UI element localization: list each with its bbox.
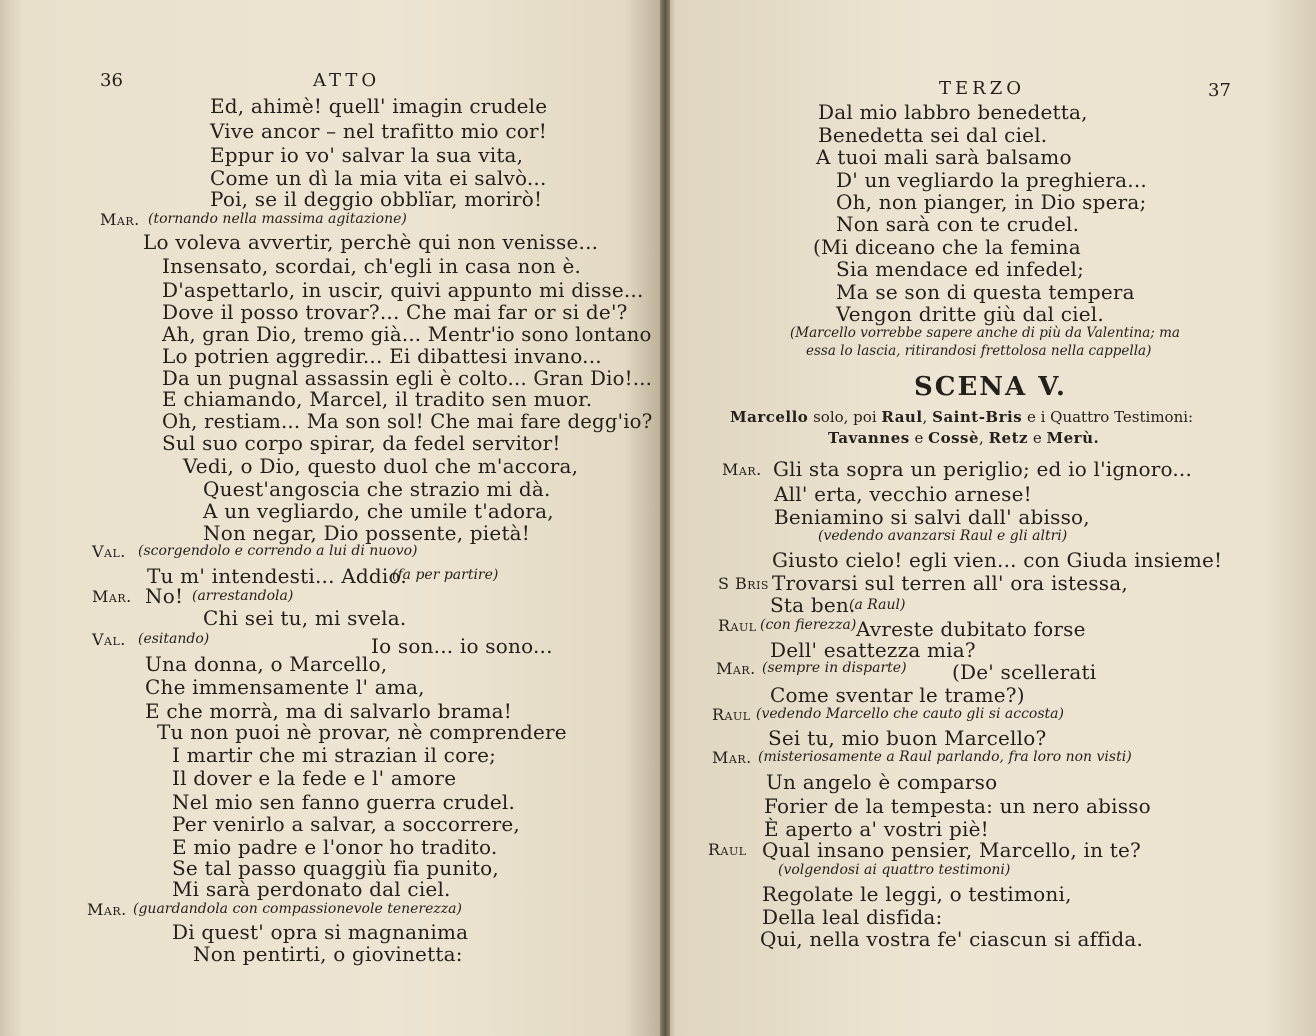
speaker-label: Mar. (87, 900, 127, 919)
verse-line: Da un pugnal assassin egli è colto... Gran Dio!... (162, 366, 653, 390)
verse-line: Poi, se il deggio obblïar, morirò! (210, 187, 543, 211)
verse-line: No! (145, 584, 184, 608)
verse-line: (Mi diceano che la femina (813, 235, 1081, 259)
verse-line: Ma se son di questa tempera (836, 280, 1135, 304)
verse-line: Insensato, scordai, ch'egli in casa non è. (162, 254, 582, 278)
speaker-label: Raul (712, 705, 751, 724)
speaker-label: Raul (708, 840, 747, 859)
speaker-label: Mar. (712, 748, 752, 767)
verse-line: Lo voleva avvertir, perchè qui non venisse... (143, 230, 599, 254)
stage-direction: (vedendo Marcello che cauto gli si accosta) (756, 706, 1064, 722)
stage-direction: essa lo lascia, ritirandosi frettolosa nella cappella) (806, 343, 1152, 359)
verse-line: Il dover e la fede e l' amore (172, 766, 457, 790)
verse-line: Vive ancor – nel trafitto mio cor! (210, 119, 547, 143)
verse-line: (De' scellerati (952, 660, 1097, 684)
verse-line: Un angelo è comparso (766, 770, 998, 794)
verse-line: Vengon dritte giù dal ciel. (836, 302, 1104, 326)
speaker-label: Mar. (716, 659, 756, 678)
verse-line: È aperto a' vostri piè! (764, 817, 989, 841)
verse-line: Per venirlo a salvar, a soccorrere, (172, 812, 520, 836)
verse-line: Quest'angoscia che strazio mi dà. (203, 477, 551, 501)
speaker-label: Val. (92, 630, 126, 649)
verse-line: Non negar, Dio possente, pietà! (203, 521, 531, 545)
verse-line: Ed, ahimè! quell' imagin crudele (210, 94, 548, 118)
verse-line: Come sventar le trame?) (770, 683, 1025, 707)
verse-line: E che morrà, ma di salvarlo brama! (145, 699, 512, 723)
verse-line: Non sarà con te crudel. (836, 212, 1080, 236)
verse-line: Mi sarà perdonato dal ciel. (172, 877, 451, 901)
scene-title: SCENA V. (914, 372, 1067, 402)
stage-direction: (con fierezza) (760, 617, 857, 633)
verse-line: Gli sta sopra un periglio; ed io l'ignoro... (773, 457, 1193, 481)
stage-direction: (arrestandola) (192, 588, 294, 604)
verse-line: Dove il posso trovar?... Che mai far or si de'? (162, 300, 628, 324)
speaker-label: Mar. (100, 210, 140, 229)
verse-line: Sia mendace ed infedel; (836, 257, 1085, 281)
verse-line: Trovarsi sul terren all' ora istessa, (772, 571, 1128, 595)
stage-direction: (sempre in disparte) (762, 660, 907, 676)
verse-line: Sta ben. (770, 593, 856, 617)
stage-direction: (a Raul) (849, 597, 906, 613)
verse-line: Sul suo corpo spirar, da fedel servitor! (162, 431, 561, 455)
speaker-label: Val. (92, 542, 126, 561)
cast-text: solo, poi (813, 408, 877, 426)
verse-line: Della leal disfida: (762, 905, 943, 929)
cast-text: e i Quattro Testimoni: (1026, 408, 1194, 426)
verse-line: Nel mio sen fanno guerra crudel. (172, 790, 516, 814)
verse-line: Qual insano pensier, Marcello, in te? (762, 838, 1141, 862)
verse-line: Oh, non pianger, in Dio spera; (836, 190, 1147, 214)
verse-line: A un vegliardo, che umile t'adora, (203, 499, 554, 523)
verse-line: Avreste dubitato forse (856, 617, 1086, 641)
cast-text: e (1032, 429, 1042, 447)
verse-line: Forier de la tempesta: un nero abisso (764, 794, 1151, 818)
right-page (666, 0, 1316, 1036)
verse-line: All' erta, vecchio arnese! (774, 482, 1032, 506)
verse-line: E chiamando, Marcel, il tradito sen muor. (162, 387, 593, 411)
verse-line: Come un dì la mia vita ei salvò... (210, 166, 547, 190)
verse-line: Se tal passo quaggiù fia punito, (172, 856, 499, 880)
cast-line (828, 431, 1099, 446)
verse-line: Chi sei tu, mi svela. (203, 606, 407, 630)
verse-line: Tu non puoi nè provar, nè comprendere (157, 720, 567, 744)
character-name: Cossè (928, 429, 980, 447)
verse-line: Ah, gran Dio, tremo già... Mentr'io sono lontano (162, 322, 652, 346)
speaker-label: Mar. (92, 587, 132, 606)
page-number: 36 (100, 70, 123, 91)
verse-line: Non pentirti, o giovinetta: (193, 942, 463, 966)
cast-text: , (922, 408, 928, 426)
stage-direction: (esitando) (138, 631, 210, 647)
character-name: Merù. (1046, 429, 1100, 447)
verse-line: Una donna, o Marcello, (145, 652, 388, 676)
verse-line: Che immensamente l' ama, (145, 675, 425, 699)
speaker-label: Raul (718, 616, 757, 635)
verse-line: Dal mio labbro benedetta, (818, 100, 1088, 124)
verse-line: Qui, nella vostra fe' ciascun si affida. (760, 927, 1144, 951)
verse-line: Dell' esattezza mia? (770, 638, 976, 662)
verse-line: Lo potrien aggredir... Ei dibattesi invano... (162, 344, 602, 368)
speaker-label: Mar. (722, 460, 762, 479)
verse-line: A tuoi mali sarà balsamo (816, 145, 1072, 169)
speaker-label: S Bris (718, 574, 769, 593)
stage-direction: (misteriosamente a Raul parlando, fra loro non visti) (758, 749, 1132, 765)
cast-text: , (979, 429, 984, 447)
verse-line: D'aspettarlo, in uscir, quivi appunto mi disse... (162, 278, 644, 302)
verse-line: Beniamino si salvi dall' abisso, (774, 505, 1090, 529)
character-name: Saint-Bris (932, 408, 1023, 426)
book-gutter (660, 0, 670, 1036)
verse-line: Vedi, o Dio, questo duol che m'accora, (183, 454, 579, 478)
verse-line: Io son... io sono... (371, 634, 553, 658)
stage-direction: (volgendosi ai quattro testimoni) (778, 862, 1011, 878)
cast-line (730, 410, 1193, 425)
running-header: TERZO (939, 78, 1025, 99)
verse-line: E mio padre e l'onor ho tradito. (172, 835, 498, 859)
page-number: 37 (1208, 80, 1231, 101)
verse-line: Tu m' intendesti... Addio. (147, 564, 407, 588)
character-name: Raul (881, 408, 923, 426)
stage-direction: (vedendo avanzarsi Raul e gli altri) (818, 528, 1068, 544)
verse-line: Sei tu, mio buon Marcello? (768, 726, 1047, 750)
stage-direction: (Marcello vorrebbe sapere anche di più da Valentina; ma (790, 325, 1180, 341)
character-name: Tavannes (828, 429, 910, 447)
verse-line: D' un vegliardo la preghiera... (836, 168, 1147, 192)
stage-direction: (fa per partire) (392, 567, 499, 583)
stage-direction: (tornando nella massima agitazione) (148, 211, 407, 227)
cast-text: e (914, 429, 924, 447)
verse-line: I martir che mi strazian il core; (172, 743, 497, 767)
verse-line: Eppur io vo' salvar la sua vita, (210, 143, 524, 167)
verse-line: Giusto cielo! egli vien... con Giuda insieme! (772, 548, 1223, 572)
verse-line: Oh, restiam... Ma son sol! Che mai fare degg'io? (162, 409, 653, 433)
verse-line: Di quest' opra si magnanima (172, 920, 469, 944)
character-name: Retz (988, 429, 1029, 447)
stage-direction: (guardandola con compassionevole tenerezza) (133, 901, 462, 917)
stage-direction: (scorgendolo e correndo a lui di nuovo) (138, 543, 418, 559)
character-name: Marcello (730, 408, 809, 426)
running-header: ATTO (313, 70, 381, 91)
verse-line: Benedetta sei dal ciel. (818, 123, 1048, 147)
verse-line: Regolate le leggi, o testimoni, (762, 882, 1072, 906)
